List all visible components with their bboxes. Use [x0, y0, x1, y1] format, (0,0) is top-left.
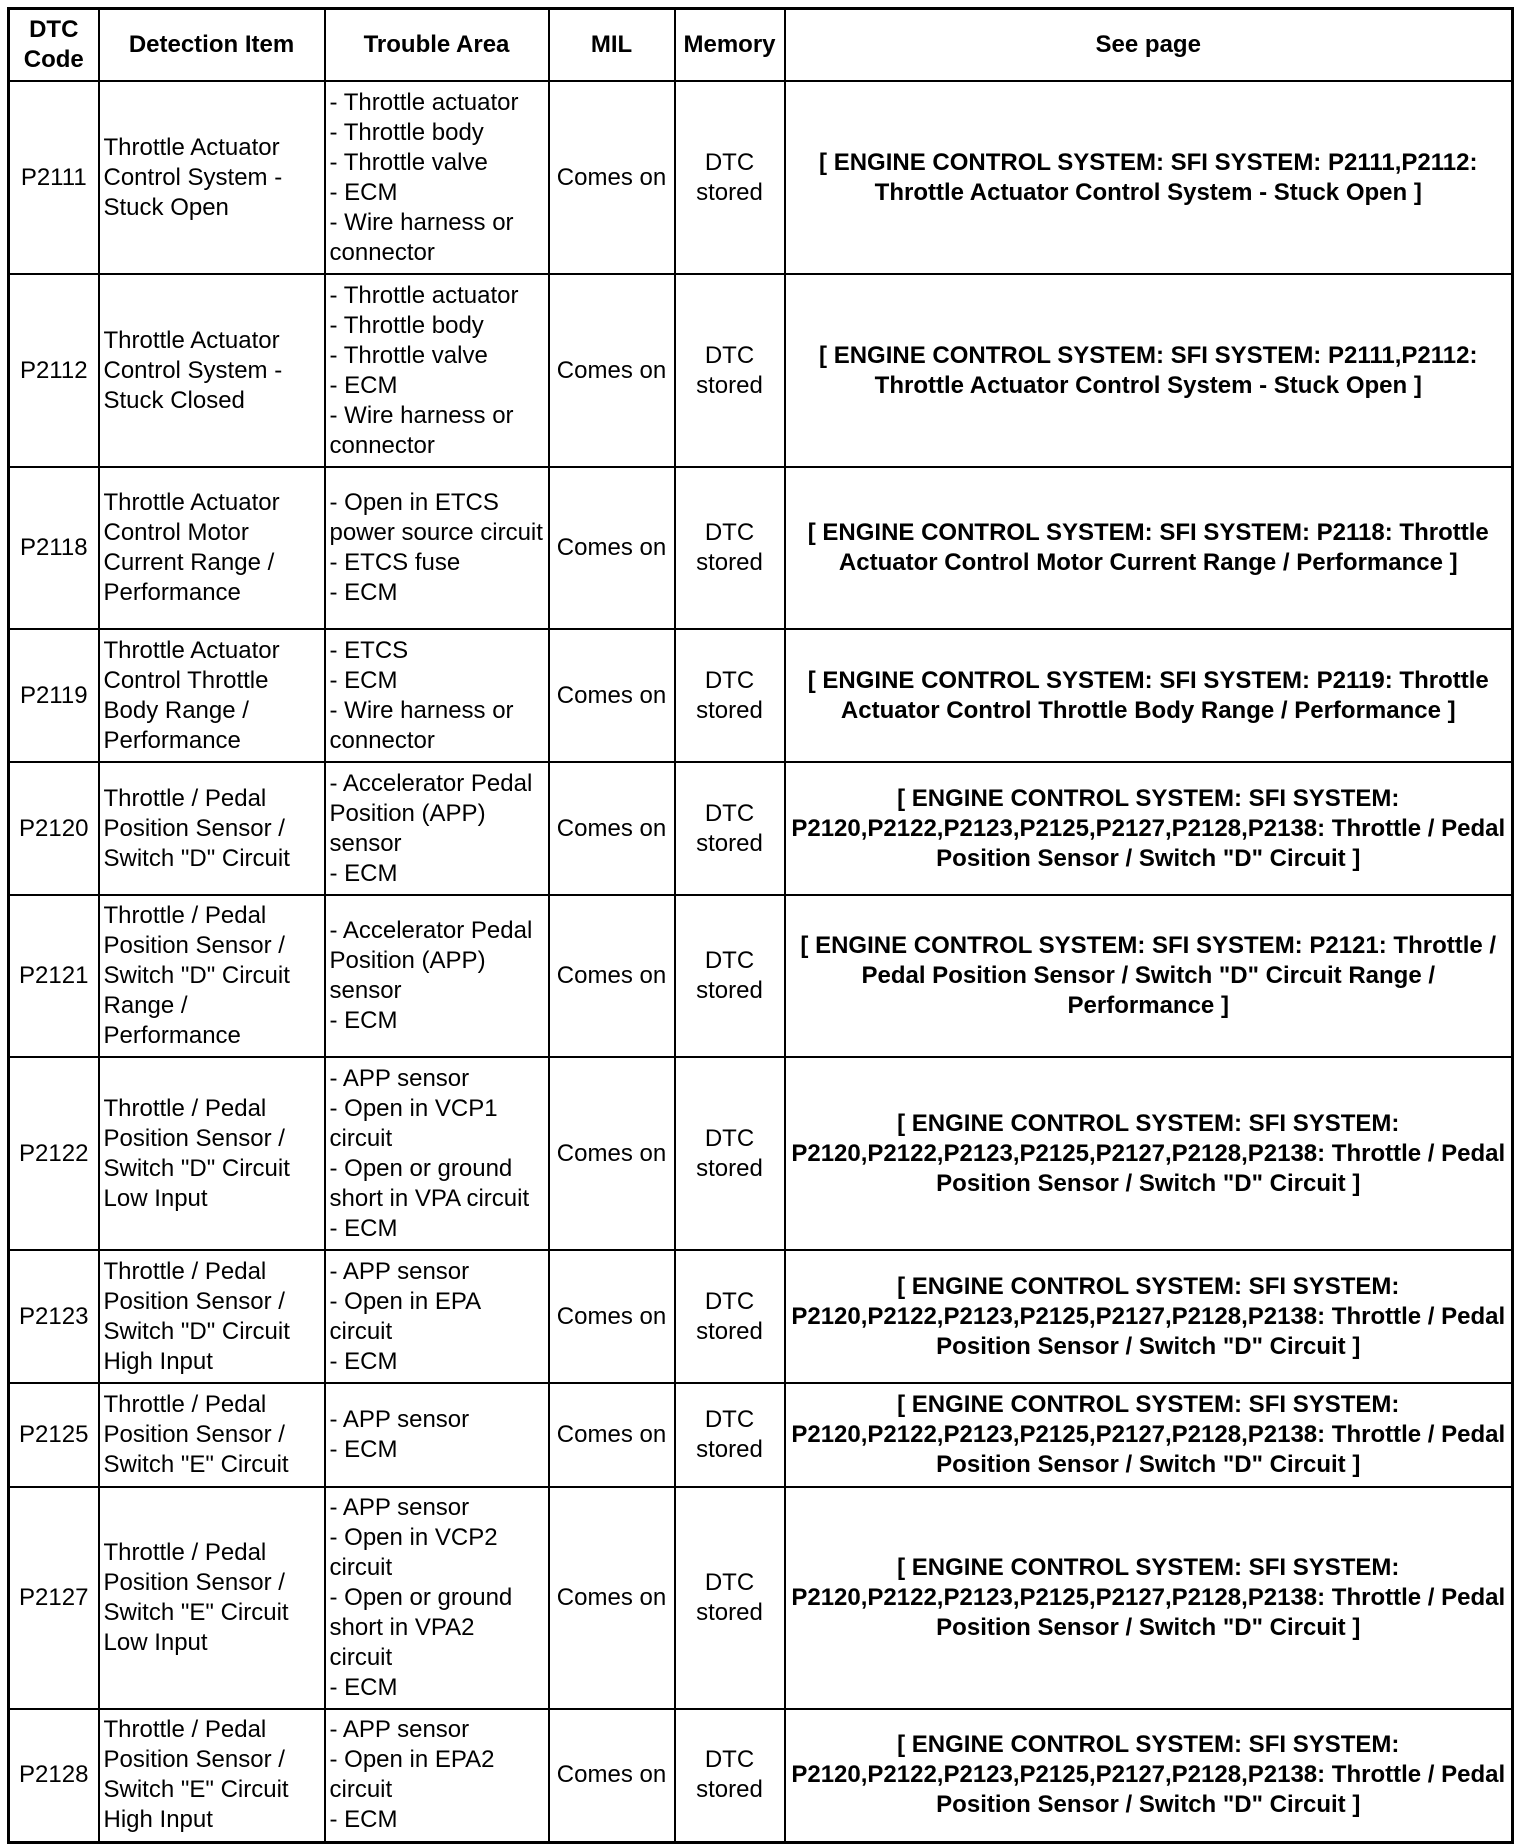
memory-line: stored: [696, 977, 763, 1004]
trouble-area-item: - ECM: [329, 859, 398, 887]
dtc-table-body: [9, 81, 1513, 1842]
mil-cell: Comes on: [549, 1250, 675, 1383]
dtc-code-cell: P2122: [9, 1057, 99, 1250]
detection-item-cell: Throttle / Pedal Position Sensor / Switch "D" Circuit Range / Performance: [99, 895, 325, 1057]
trouble-area-cell: [325, 629, 549, 762]
trouble-area-cell: [325, 274, 549, 467]
trouble-area-item: - ECM: [329, 666, 398, 694]
detection-item-cell: Throttle Actuator Control System - Stuck Open: [99, 81, 325, 274]
trouble-area-item: - Throttle body: [329, 311, 484, 339]
detection-item-cell: Throttle Actuator Control System - Stuck Closed: [99, 274, 325, 467]
memory-line: DTC: [704, 947, 755, 974]
detection-item-cell: Throttle Actuator Control Motor Current Range / Performance: [99, 467, 325, 629]
memory-line: stored: [696, 1599, 763, 1626]
trouble-area-item: - ECM: [329, 178, 398, 206]
detection-item-cell: Throttle / Pedal Position Sensor / Switch "D" Circuit: [99, 762, 325, 895]
trouble-area-item: - Throttle body: [329, 118, 484, 146]
trouble-area-item: - ECM: [329, 371, 398, 399]
header-row: [9, 9, 1513, 82]
see-page-link[interactable]: [ ENGINE CONTROL SYSTEM: SFI SYSTEM: P2120,P2122,P2123,P2125,P2127,P2128,P2138: Throttle / Pedal Position Sensor / Switch "D" Circuit ]: [785, 762, 1513, 895]
trouble-area-item: - APP sensor: [329, 1716, 470, 1744]
trouble-area-item: - Wire harness or connector: [329, 208, 514, 266]
trouble-area-item: - Throttle valve: [329, 148, 488, 176]
see-page-link[interactable]: [ ENGINE CONTROL SYSTEM: SFI SYSTEM: P2120,P2122,P2123,P2125,P2127,P2128,P2138: Throttle / Pedal Position Sensor / Switch "D" Circuit ]: [785, 1487, 1513, 1709]
trouble-area-item: - ETCS: [329, 636, 409, 664]
memory-cell: [675, 1250, 785, 1383]
header-see-page: See page: [785, 9, 1513, 82]
see-page-link[interactable]: [ ENGINE CONTROL SYSTEM: SFI SYSTEM: P2120,P2122,P2123,P2125,P2127,P2128,P2138: Throttle / Pedal Position Sensor / Switch "D" Circuit ]: [785, 1250, 1513, 1383]
detection-item-cell: Throttle / Pedal Position Sensor / Switch "E" Circuit High Input: [99, 1709, 325, 1842]
memory-line: DTC: [704, 1124, 755, 1152]
trouble-area-item: - ECM: [329, 1806, 398, 1834]
table-row: [9, 1709, 1513, 1842]
memory-line: stored: [696, 178, 763, 206]
trouble-area-item: - Accelerator Pedal Position (APP) sensor: [329, 917, 533, 1004]
memory-line: DTC: [704, 148, 755, 176]
memory-line: DTC: [704, 519, 755, 546]
trouble-area-item: - ETCS fuse: [329, 549, 461, 576]
memory-line: stored: [696, 696, 763, 724]
trouble-area-item: - Open in EPA2 circuit: [329, 1746, 495, 1804]
trouble-area-cell: [325, 467, 549, 629]
memory-line: stored: [696, 1436, 763, 1463]
trouble-area-item: - Throttle actuator: [329, 281, 519, 309]
memory-line: DTC: [704, 666, 755, 694]
trouble-area-cell: [325, 1709, 549, 1842]
mil-cell: Comes on: [549, 81, 675, 274]
trouble-area-cell: [325, 1250, 549, 1383]
memory-cell: [675, 895, 785, 1057]
table-row: [9, 81, 1513, 274]
see-page-link[interactable]: [ ENGINE CONTROL SYSTEM: SFI SYSTEM: P2118: Throttle Actuator Control Motor Current Range / Performance ]: [785, 467, 1513, 629]
see-page-link[interactable]: [ ENGINE CONTROL SYSTEM: SFI SYSTEM: P2111,P2112: Throttle Actuator Control System - Stuck Open ]: [785, 274, 1513, 467]
trouble-area-item: - APP sensor: [329, 1494, 470, 1521]
header-trouble-area: Trouble Area: [325, 9, 549, 82]
memory-line: DTC: [704, 1569, 755, 1596]
see-page-link[interactable]: [ ENGINE CONTROL SYSTEM: SFI SYSTEM: P2120,P2122,P2123,P2125,P2127,P2128,P2138: Throttle / Pedal Position Sensor / Switch "D" Circuit ]: [785, 1057, 1513, 1250]
memory-line: DTC: [704, 341, 755, 369]
memory-cell: [675, 629, 785, 762]
trouble-area-item: - Accelerator Pedal Position (APP) sensor: [329, 769, 533, 857]
dtc-table: [7, 7, 1514, 1844]
dtc-code-cell: P2118: [9, 467, 99, 629]
table-row: [9, 762, 1513, 895]
memory-line: stored: [696, 1317, 763, 1345]
mil-cell: Comes on: [549, 1487, 675, 1709]
dtc-code-cell: P2123: [9, 1250, 99, 1383]
trouble-area-item: - ECM: [329, 1007, 398, 1034]
trouble-area-item: - Throttle actuator: [329, 88, 519, 116]
memory-line: DTC: [704, 1406, 755, 1433]
trouble-area-item: - ECM: [329, 579, 398, 606]
dtc-code-cell: P2127: [9, 1487, 99, 1709]
trouble-area-item: - Wire harness or connector: [329, 401, 514, 459]
memory-cell: [675, 1487, 785, 1709]
trouble-area-item: - APP sensor: [329, 1064, 470, 1092]
mil-cell: Comes on: [549, 1383, 675, 1487]
header-dtc-code-line2: Code: [23, 46, 84, 73]
header-detection-item: Detection Item: [99, 9, 325, 82]
memory-line: DTC: [704, 1287, 755, 1315]
trouble-area-cell: [325, 81, 549, 274]
mil-cell: Comes on: [549, 1709, 675, 1842]
see-page-link[interactable]: [ ENGINE CONTROL SYSTEM: SFI SYSTEM: P2120,P2122,P2123,P2125,P2127,P2128,P2138: Throttle / Pedal Position Sensor / Switch "D" Circuit ]: [785, 1709, 1513, 1842]
memory-cell: [675, 467, 785, 629]
memory-cell: [675, 1057, 785, 1250]
mil-cell: Comes on: [549, 1057, 675, 1250]
trouble-area-cell: [325, 895, 549, 1057]
memory-cell: [675, 762, 785, 895]
memory-cell: [675, 274, 785, 467]
memory-cell: [675, 1709, 785, 1842]
table-row: [9, 1250, 1513, 1383]
trouble-area-item: - ECM: [329, 1436, 398, 1463]
header-dtc-code-line1: DTC: [29, 16, 79, 43]
trouble-area-item: - Throttle valve: [329, 341, 488, 369]
trouble-area-cell: [325, 1383, 549, 1487]
dtc-code-cell: P2125: [9, 1383, 99, 1487]
trouble-area-item: - Open in VCP1 circuit: [329, 1094, 498, 1152]
memory-line: DTC: [704, 1746, 755, 1774]
table-row: [9, 1487, 1513, 1709]
detection-item-cell: Throttle / Pedal Position Sensor / Switch "E" Circuit: [99, 1383, 325, 1487]
detection-item-cell: Throttle / Pedal Position Sensor / Switch "D" Circuit High Input: [99, 1250, 325, 1383]
mil-cell: Comes on: [549, 467, 675, 629]
table-row: [9, 467, 1513, 629]
dtc-code-cell: P2128: [9, 1709, 99, 1842]
header-mil: MIL: [549, 9, 675, 82]
memory-line: stored: [696, 829, 763, 857]
trouble-area-item: - ECM: [329, 1347, 398, 1375]
trouble-area-cell: [325, 1487, 549, 1709]
mil-cell: Comes on: [549, 629, 675, 762]
memory-line: stored: [696, 371, 763, 399]
dtc-code-cell: P2112: [9, 274, 99, 467]
memory-line: DTC: [704, 799, 755, 827]
trouble-area-item: - Open in ETCS power source circuit: [329, 489, 543, 546]
dtc-code-cell: P2121: [9, 895, 99, 1057]
see-page-link[interactable]: [ ENGINE CONTROL SYSTEM: SFI SYSTEM: P2120,P2122,P2123,P2125,P2127,P2128,P2138: Throttle / Pedal Position Sensor / Switch "D" Circuit ]: [785, 1383, 1513, 1487]
see-page-link[interactable]: [ ENGINE CONTROL SYSTEM: SFI SYSTEM: P2119: Throttle Actuator Control Throttle Body Range / Performance ]: [785, 629, 1513, 762]
trouble-area-item: - Open in EPA circuit: [329, 1287, 480, 1345]
trouble-area-item: - APP sensor: [329, 1406, 470, 1433]
dtc-code-cell: P2119: [9, 629, 99, 762]
table-row: [9, 1383, 1513, 1487]
dtc-code-cell: P2120: [9, 762, 99, 895]
detection-item-cell: Throttle / Pedal Position Sensor / Switch "E" Circuit Low Input: [99, 1487, 325, 1709]
table-row: [9, 895, 1513, 1057]
memory-line: stored: [696, 1154, 763, 1182]
memory-line: stored: [696, 549, 763, 576]
trouble-area-cell: [325, 762, 549, 895]
detection-item-cell: Throttle / Pedal Position Sensor / Switch "D" Circuit Low Input: [99, 1057, 325, 1250]
header-memory: Memory: [675, 9, 785, 82]
memory-cell: [675, 1383, 785, 1487]
trouble-area-item: - Open or ground short in VPA circuit: [329, 1154, 530, 1212]
table-row: [9, 1057, 1513, 1250]
see-page-link[interactable]: [ ENGINE CONTROL SYSTEM: SFI SYSTEM: P2121: Throttle / Pedal Position Sensor / Switch "D" Circuit Range / Performance ]: [785, 895, 1513, 1057]
mil-cell: Comes on: [549, 895, 675, 1057]
memory-cell: [675, 81, 785, 274]
detection-item-cell: Throttle Actuator Control Throttle Body Range / Performance: [99, 629, 325, 762]
trouble-area-item: - ECM: [329, 1674, 398, 1701]
table-row: [9, 274, 1513, 467]
header-dtc-code: [9, 9, 99, 82]
mil-cell: Comes on: [549, 762, 675, 895]
see-page-link[interactable]: [ ENGINE CONTROL SYSTEM: SFI SYSTEM: P2111,P2112: Throttle Actuator Control System - Stuck Open ]: [785, 81, 1513, 274]
memory-line: stored: [696, 1776, 763, 1804]
trouble-area-cell: [325, 1057, 549, 1250]
dtc-code-cell: P2111: [9, 81, 99, 274]
trouble-area-item: - ECM: [329, 1214, 398, 1242]
trouble-area-item: - Open in VCP2 circuit: [329, 1524, 498, 1581]
trouble-area-item: - Open or ground short in VPA2 circuit: [329, 1584, 513, 1671]
mil-cell: Comes on: [549, 274, 675, 467]
table-row: [9, 629, 1513, 762]
trouble-area-item: - Wire harness or connector: [329, 696, 514, 754]
trouble-area-item: - APP sensor: [329, 1257, 470, 1285]
